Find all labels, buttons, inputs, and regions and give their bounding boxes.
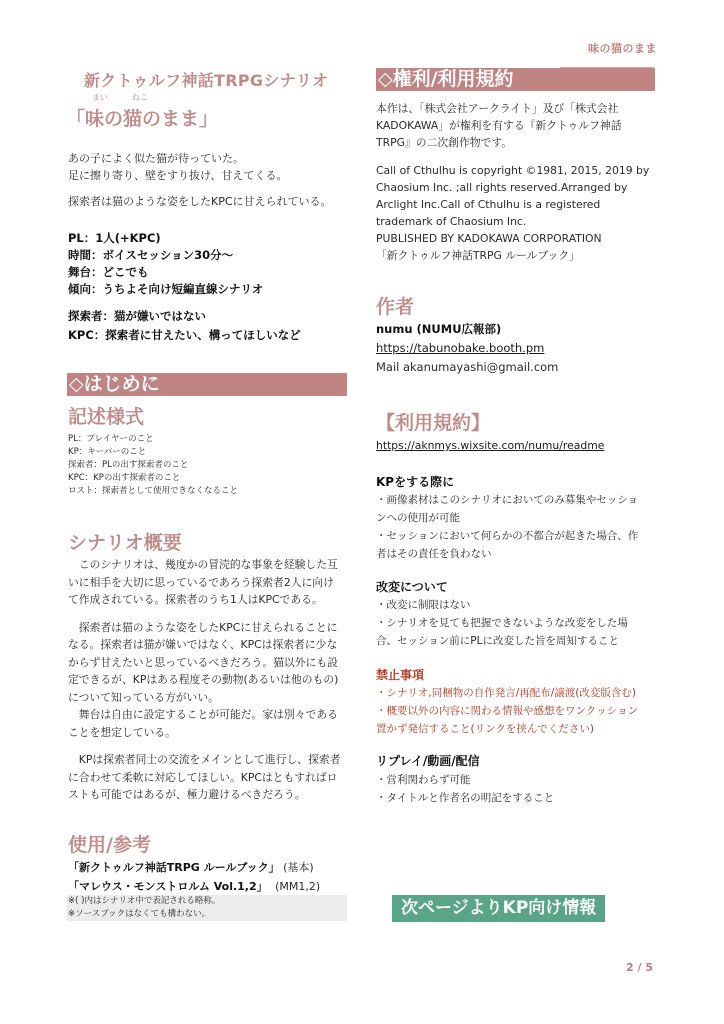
reference-note: ※ソースブックはなくても構わない。 [68,909,211,919]
author-name: numu (NUMU広報部) [376,322,502,336]
spec-time: 時間：ボイスセッション30分〜 [68,248,234,262]
next-page-kp-banner: 次ページよりKP向け情報 [392,895,605,922]
copyright-line: Arclight Inc.Call of Cthulhu is a registered [376,198,601,211]
page-number: 2 / 5 [626,961,653,974]
reference-book-title: 「新クトゥルフ神話TRPG ルールブック」 [68,861,280,874]
replay-list [376,771,554,807]
author-heading: 作者 [376,296,415,318]
spec-list [68,230,263,298]
reference-book [68,877,320,896]
reference-notes [67,895,347,921]
overview-line: 探索者は猫のような姿をしたKPCに甘えられることに [68,620,338,634]
terms-heading: 【利用規約】 [376,412,491,434]
prohibited-line: ・シナリオ,同梱物の自作発言/再配布/譲渡(改変版含む) [376,687,636,699]
copyright-line: Chaosium Inc. ;all rights reserved.Arranged by [376,181,628,194]
overview-line: このシナリオは、幾度かの冒涜的な事象を経験した互 [68,558,338,571]
notation-item: ロスト：探索者として使用できなくなること [68,486,239,496]
notation-item: KPC：KPの出す探索者のこと [68,473,181,483]
copyright-line: trademark of Chaosium Inc. [376,215,527,228]
terms-line: 合、セッション前にPLに改変した旨を周知すること [376,635,619,647]
notation-item: PL：プレイヤーのこと [68,434,154,444]
copyright-line: PUBLISHED BY KADOKAWA CORPORATION [376,232,602,245]
prohibited-line: 置かず発信すること(リンクを挟んでください) [376,723,594,735]
terms-line: ・シナリオを見ても把握できないような改変をした場 [376,617,628,629]
replay-line: ・タイトルと作者名の明記をすること [376,792,555,804]
replay-heading: リプレイ/動画/配信 [376,754,480,768]
intro-summary: 探索者は猫のような姿をしたKPCに甘えられている。 [68,195,332,208]
rights-line: 本作は、「株式会社アークライト」及び「株式会社 [376,102,619,115]
author-info [376,320,558,377]
reference-book-title: 「マレウス・モンストロルム Vol.1,2」 [68,880,268,893]
intro-block [68,150,332,210]
spec-players: PL：1人(+KPC) [68,231,161,245]
terms-line: ・セッションにおいて何らかの不都合が起きた場合、作 [376,530,639,542]
references-heading: 使用/参考 [68,834,151,856]
overview-line: からず甘えたいと思っているべきだろう。猫以外にも設 [68,655,338,669]
rights-jp [376,100,622,151]
rights-line: KADOKAWA」が権利を有する『新クトゥルフ神話 [376,119,622,132]
running-header-title: 味の猫のまま [588,42,657,55]
copyright-line: Call of Cthulhu is copyright ©1981, 2015, 2019 by [376,164,650,177]
ruby-neko: ねこ [132,93,148,102]
notation-item: KP：キーパーのこと [68,447,147,457]
section-band-rights: ◇権利/利用規約 [376,68,655,91]
requirement-investigator: 探索者：猫が嫌いではない [68,309,206,323]
reference-book-abbr: (MM1,2) [275,880,321,893]
overview-line: 舞台は自由に設定することが可能だ。家は別々である [68,708,338,721]
prohibited-list [376,684,638,738]
scenario-system-title: 新クトゥルフ神話TRPGシナリオ [84,71,329,90]
overview-line: ストも可能ではあるが、極力避けるべきだろう。 [68,788,306,801]
modify-terms-list [376,596,628,650]
terms-line: ・改変に制限はない [376,599,471,611]
replay-line: ・営利関わらず可能 [376,774,471,786]
ruby-mai: まい [92,93,108,102]
section-band-introduction: ◇はじめに [67,373,347,396]
kp-terms-list [376,491,638,563]
terms-line: ンへの使用が可能 [376,512,460,524]
overview-line: て作成されている。探索者のうち1人はKPCである。 [68,593,323,606]
terms-line: 者はその責任を負わない [376,548,492,560]
overview-line: KPは探索者同士の交流をメインとして進行し、探索者 [68,753,341,766]
notation-list [68,433,238,498]
prohibited-heading: 禁止事項 [376,668,425,682]
rights-line: TRPG』の二次創作物です。 [376,136,513,149]
copyright-line: 「新クトゥルフ神話TRPG ルールブック」 [376,249,580,262]
intro-line: あの子によく似た猫が待っていた。 [68,152,244,165]
kp-terms-heading: KPをする際に [376,475,455,489]
author-mail: Mail akanumayashi@gmail.com [376,360,559,374]
reference-books [68,858,320,896]
overview-line: ことを想定している。 [68,725,176,739]
overview-body [68,556,341,804]
overview-line: について知っている方がいい。 [68,690,219,704]
overview-heading: シナリオ概要 [68,532,182,554]
terms-line: ・画像素材はこのシナリオにおいてのみ募集やセッショ [376,494,639,506]
scenario-title: 「味の猫のまま」 [66,108,219,130]
overview-line: なる。探索者は猫が嫌いではなく、KPCは探索者に少な [68,638,338,651]
terms-url-link[interactable]: https://aknmys.wixsite.com/numu/readme [376,439,605,452]
reference-book [68,858,320,877]
overview-line: いに相手を大切に思っているであろう探索者2人に向け [68,575,334,589]
rights-en [376,162,649,264]
modify-terms-heading: 改変について [376,580,448,594]
reference-book-abbr: (基本) [283,861,314,874]
notation-item: 探索者：PLの出す探索者のこと [68,460,189,470]
requirement-list [68,307,301,345]
author-booth-link[interactable]: https://tabunobake.booth.pm [376,341,545,355]
spec-stage: 舞台：どこでも [68,265,149,279]
intro-line: 足に擦り寄り、壁をすり抜け、甘えてくる。 [68,169,288,182]
overview-line: に合わせて柔軟に対応してほしい。KPCはともすればロ [68,770,338,784]
spec-tendency: 傾向：うちよそ向け短編直線シナリオ [68,282,264,296]
reference-note: ※( )内はシナリオ中で表記される略称。 [68,896,221,906]
overview-line: 定できるが、KPはある程度その動物(あるいは他のもの) [68,673,339,686]
requirement-kpc: KPC：探索者に甘えたい、構ってほしいなど [68,328,301,342]
notation-heading: 記述様式 [68,406,145,428]
prohibited-line: ・概要以外の内容に関わる情報や感想をワンクッション [376,705,639,717]
